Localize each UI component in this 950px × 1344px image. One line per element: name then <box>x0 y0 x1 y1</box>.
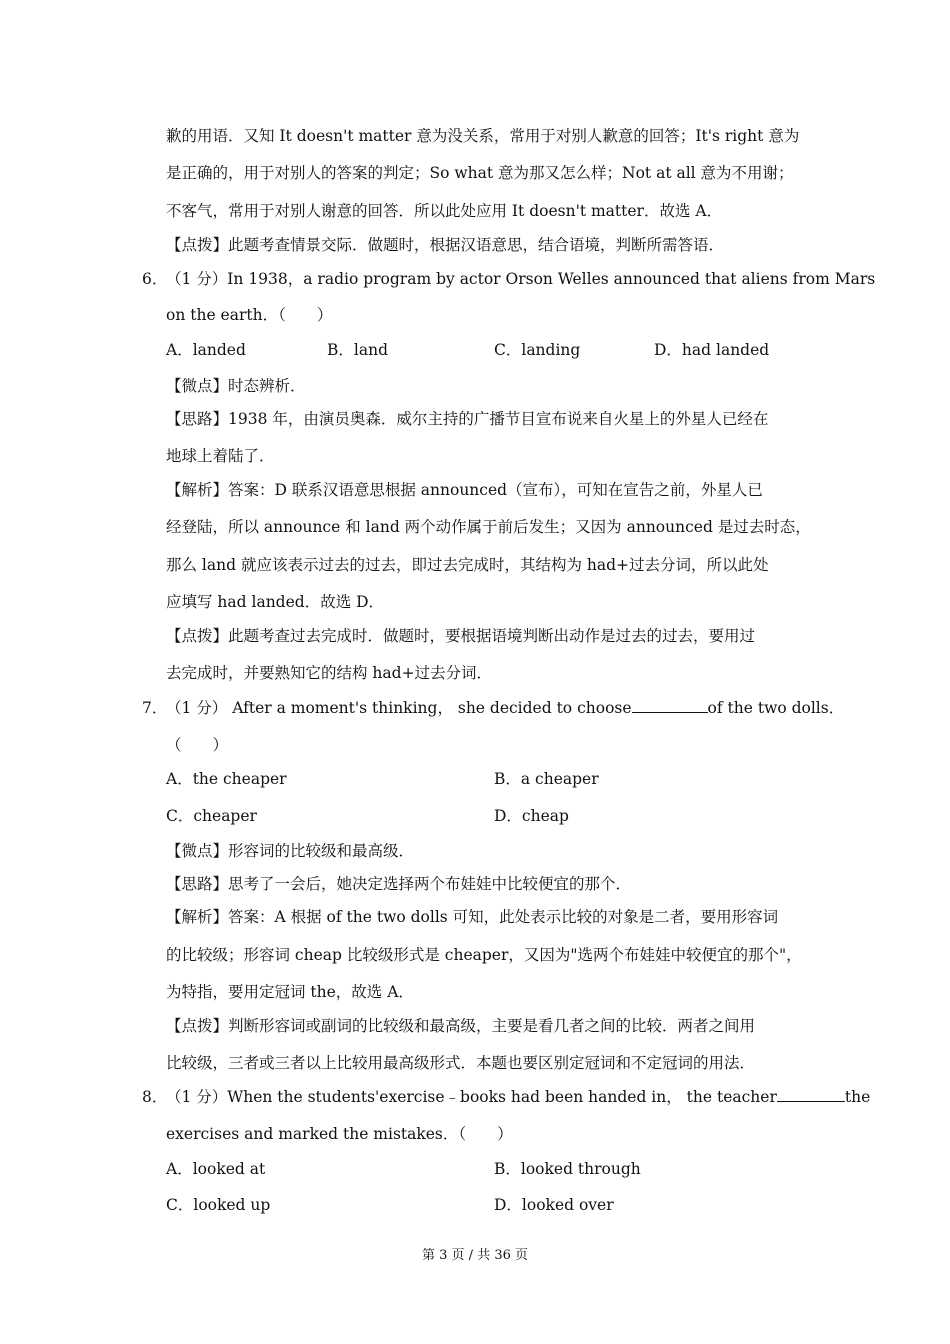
question-6-dianbo: 【点拨】此题考查过去完成时．做题时，要根据语境判断出动作是过去的过去，要用过 <box>166 627 756 645</box>
question-6-option-d: D．had landed <box>654 341 770 359</box>
question-6-silu: 地球上着陆了． <box>166 447 275 465</box>
question-8-option-a: A．looked at <box>166 1160 266 1178</box>
intro-line: 歉的用语．又知 It doesn't matter 意为没关系，常用于对别人歉意的回答；It's right 意为 <box>166 127 800 145</box>
question-7-jiexi: 为特指，要用定冠词 the，故选 A． <box>166 983 414 1001</box>
question-7-stem-cont: （ ） <box>166 736 229 754</box>
question-6-silu: 【思路】1938 年，由演员奥森．威尔主持的广播节目宣布说来自火星上的外星人已经在 <box>166 410 769 428</box>
question-7-stem <box>166 698 844 718</box>
question-8-stem <box>166 1087 870 1107</box>
question-6-option-c: C．landing <box>494 341 581 359</box>
question-8-stem-a: （1 分）When the students'exercise﹣books had been handed in， the teacher <box>166 1088 777 1106</box>
question-7-dianbo: 【点拨】判断形容词或副词的比较级和最高级，主要是看几者之间的比较．两者之间用 <box>166 1017 756 1035</box>
question-7-stem-b: of the two dolls． <box>707 699 845 717</box>
question-6-stem-cont: on the earth．（ ） <box>166 306 333 324</box>
question-7-stem-a: （1 分） After a moment's thinking， she decided to choose <box>166 699 632 717</box>
question-6-jiexi: 应填写 had landed．故选 D． <box>166 593 385 611</box>
question-7-option-d: D．cheap <box>494 807 569 825</box>
intro-line: 不客气，常用于对别人谢意的回答．所以此处应用 It doesn't matter．故选 A． <box>166 202 723 220</box>
question-7-dianbo: 比较级，三者或三者以上比较用最高级形式．本题也要区别定冠词和不定冠词的用法． <box>166 1054 756 1072</box>
question-7-jiexi: 【解析】答案：A 根据 of the two dolls 可知，此处表示比较的对象是二者，要用形容词 <box>166 908 779 926</box>
question-8-option-d: D．looked over <box>494 1196 614 1214</box>
answer-blank <box>777 1087 845 1102</box>
question-7-number: 7． <box>142 699 168 717</box>
page-number: 第 3 页 / 共 36 页 <box>422 1248 528 1263</box>
question-6-jiexi: 【解析】答案：D 联系汉语意思根据 announced（宣布），可知在宣告之前，外星人已 <box>166 481 763 499</box>
question-8-number: 8． <box>142 1088 168 1106</box>
question-6-jiexi: 经登陆，所以 announce 和 land 两个动作属于前后发生；又因为 announced 是过去时态， <box>166 518 811 536</box>
answer-blank <box>632 698 708 713</box>
question-6-dianbo: 去完成时，并要熟知它的结构 had+过去分词． <box>166 664 493 682</box>
question-8-option-c: C．looked up <box>166 1196 271 1214</box>
question-6-stem: （1 分）In 1938，a radio program by actor Orson Welles announced that aliens from Mars <box>166 270 876 288</box>
question-7-option-a: A．the cheaper <box>166 770 287 788</box>
question-7-jiexi: 的比较级；形容词 cheap 比较级形式是 cheaper，又因为"选两个布娃娃中较便宜的那个"， <box>166 946 802 964</box>
question-7-option-c: C．cheaper <box>166 807 257 825</box>
intro-tip: 【点拨】此题考查情景交际．做题时，根据汉语意思，结合语境，判断所需答语． <box>166 236 725 254</box>
question-6-jiexi: 那么 land 就应该表示过去的过去，即过去完成时，其结构为 had+过去分词，所以此处 <box>166 556 769 574</box>
question-6-weidian: 【微点】时态辨析． <box>166 377 306 395</box>
question-7-silu: 【思路】思考了一会后，她决定选择两个布娃娃中比较便宜的那个． <box>166 875 632 893</box>
question-7-option-b: B．a cheaper <box>494 770 599 788</box>
question-6-number: 6． <box>142 270 168 288</box>
question-6-option-b: B．land <box>327 341 388 359</box>
question-7-weidian: 【微点】形容词的比较级和最高级． <box>166 842 415 860</box>
question-8-stem-cont: exercises and marked the mistakes．（ ） <box>166 1125 513 1143</box>
question-8-option-b: B．looked through <box>494 1160 641 1178</box>
question-6-option-a: A．landed <box>166 341 246 359</box>
intro-line: 是正确的，用于对别人的答案的判定；So what 意为那又怎么样；Not at all 意为不用谢； <box>166 164 794 182</box>
question-8-stem-b: the <box>844 1088 871 1106</box>
